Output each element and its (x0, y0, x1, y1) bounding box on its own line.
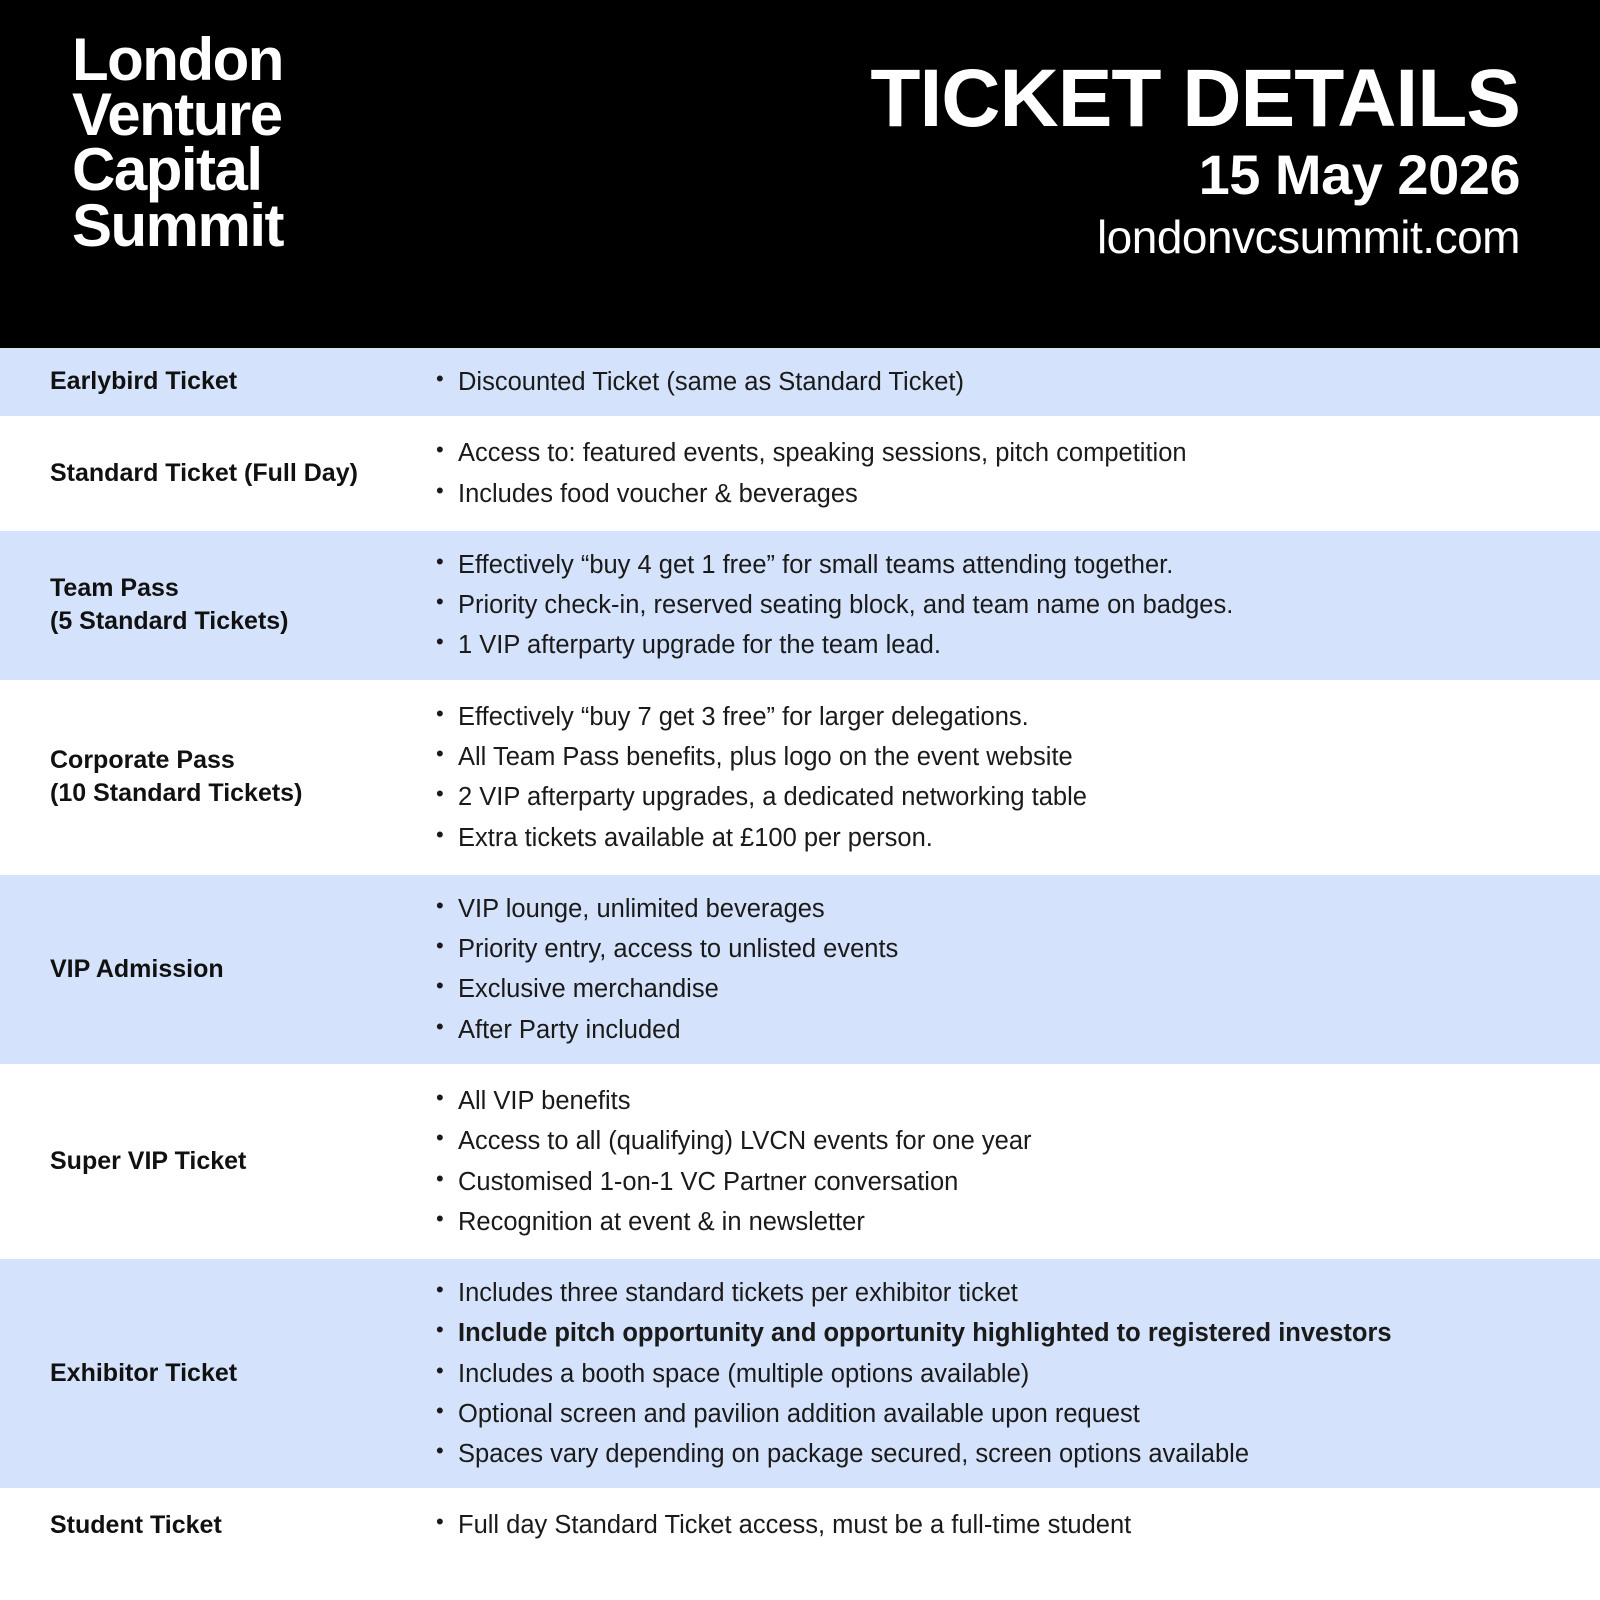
list-item (430, 969, 1570, 1009)
bullet-icon: • (436, 589, 444, 615)
list-item-text: Effectively “buy 4 get 1 free” for small teams attending together. (458, 550, 1174, 579)
list-item (430, 737, 1570, 777)
list-item-text: Include pitch opportunity and opportunity highlighted to registered investors (458, 1319, 1392, 1348)
ticket-type-label-line: Exhibitor Ticket (50, 1358, 238, 1387)
list-item-text: All VIP benefits (458, 1086, 631, 1115)
ticket-benefit-list (430, 875, 1600, 1064)
ticket-type-label (0, 351, 430, 413)
list-item-text: Recognition at event & in newsletter (458, 1207, 865, 1236)
list-item-text: Priority check-in, reserved seating block, and team name on badges. (458, 591, 1234, 620)
logo-line-4: Summit (72, 191, 284, 259)
list-item (430, 1162, 1570, 1202)
ticket-type-label-line: Team Pass (50, 573, 179, 602)
ticket-type-label-line: Standard Ticket (Full Day) (50, 458, 358, 487)
list-item (430, 1273, 1570, 1313)
bullet-icon: • (436, 1084, 444, 1110)
table-row (0, 683, 1600, 875)
table-row (0, 419, 1600, 531)
bullet-icon: • (436, 1013, 444, 1039)
bullet-icon: • (436, 821, 444, 847)
bullet-icon: • (436, 366, 444, 391)
ticket-type-label-line: Earlybird Ticket (50, 367, 238, 396)
logo-line-1: London (72, 26, 283, 93)
table-row (0, 1491, 1600, 1562)
ticket-type-label (0, 558, 430, 654)
list-item-text: Optional screen and pavilion addition available upon request (458, 1399, 1140, 1428)
logo-line-3: Capital (72, 136, 262, 204)
bullet-icon: • (436, 933, 444, 959)
list-item (430, 1081, 1570, 1121)
list-item-text: Access to: featured events, speaking sessions, pitch competition (458, 439, 1187, 468)
ticket-benefit-list (430, 348, 1600, 416)
list-item-text: 2 VIP afterparty upgrades, a dedicated networking table (458, 783, 1087, 812)
ticket-benefit-list (430, 1491, 1600, 1559)
bullet-icon: • (436, 629, 444, 655)
bullet-icon: • (436, 740, 444, 766)
list-item-text: All Team Pass benefits, plus logo on the event website (458, 742, 1073, 771)
bullet-icon: • (436, 781, 444, 807)
ticket-type-label (0, 1495, 430, 1557)
list-item-text: 1 VIP afterparty upgrade for the team lead. (458, 631, 941, 660)
list-item-text: Discounted Ticket (same as Standard Ticket) (458, 368, 964, 396)
ticket-type-label-line: Student Ticket (50, 1510, 222, 1539)
list-item (430, 889, 1570, 929)
list-item (430, 362, 1570, 402)
list-item (430, 433, 1570, 473)
ticket-type-label (0, 730, 430, 826)
list-item-text: Includes a booth space (multiple options available) (458, 1359, 1030, 1388)
list-item (430, 585, 1570, 625)
list-item (430, 1121, 1570, 1161)
list-item-text: Includes three standard tickets per exhibitor ticket (458, 1279, 1018, 1308)
bullet-icon: • (436, 700, 444, 726)
ticket-benefit-list (430, 1067, 1600, 1256)
event-website: londonvcsummit.com (1096, 211, 1520, 263)
bullet-icon: • (436, 892, 444, 918)
list-item (430, 625, 1570, 665)
bullet-icon: • (436, 437, 444, 463)
bullet-icon: • (436, 1205, 444, 1231)
bullet-icon: • (436, 1165, 444, 1191)
list-item (430, 777, 1570, 817)
bullet-icon: • (436, 1357, 444, 1383)
table-row (0, 531, 1600, 683)
table-row (0, 348, 1600, 419)
page-title: TICKET DETAILS (870, 53, 1520, 144)
bullet-icon: • (436, 1397, 444, 1423)
list-item (430, 474, 1570, 514)
ticket-type-label-line: Super VIP Ticket (50, 1146, 247, 1175)
header-info (870, 0, 1600, 265)
list-item (430, 1434, 1570, 1474)
list-item (430, 697, 1570, 737)
list-item-text: VIP lounge, unlimited beverages (458, 894, 825, 923)
list-item-text: Effectively “buy 7 get 3 free” for larger delegations. (458, 702, 1029, 731)
bullet-icon: • (436, 548, 444, 574)
page-header (0, 0, 1600, 348)
list-item (430, 1313, 1570, 1353)
list-item (430, 1354, 1570, 1394)
list-item (430, 1505, 1570, 1545)
bullet-icon: • (436, 1438, 444, 1464)
list-item (430, 1202, 1570, 1242)
table-row (0, 875, 1600, 1067)
list-item-text: Includes food voucher & beverages (458, 479, 858, 508)
list-item-text: Priority entry, access to unlisted events (458, 935, 899, 964)
ticket-type-label-line: Corporate Pass (50, 745, 235, 774)
logo-line-2: Venture (72, 81, 282, 149)
list-item-text: Customised 1-on-1 VC Partner conversation (458, 1167, 959, 1196)
bullet-icon: • (436, 1509, 444, 1535)
event-date: 15 May 2026 (1198, 143, 1520, 206)
list-item-text: Spaces vary depending on package secured, screen options available (458, 1440, 1250, 1469)
ticket-benefit-list (430, 683, 1600, 872)
list-item-text: Exclusive merchandise (458, 975, 719, 1004)
ticket-type-label-line: (10 Standard Tickets) (50, 779, 303, 808)
list-item (430, 818, 1570, 858)
bullet-icon: • (436, 477, 444, 503)
list-item (430, 1010, 1570, 1050)
ticket-type-label (0, 1343, 430, 1405)
list-item-text: Full day Standard Ticket access, must be a full-time student (458, 1511, 1132, 1540)
list-item (430, 545, 1570, 585)
ticket-table (0, 348, 1600, 1563)
ticket-type-label (0, 939, 430, 1001)
bullet-icon: • (436, 973, 444, 999)
table-row (0, 1067, 1600, 1259)
bullet-icon: • (436, 1125, 444, 1151)
table-row (0, 1259, 1600, 1491)
bullet-icon: • (436, 1317, 444, 1343)
ticket-benefit-list (430, 531, 1600, 680)
list-item-text: Extra tickets available at £100 per person. (458, 823, 933, 852)
ticket-type-label (0, 1131, 430, 1193)
ticket-benefit-list (430, 1259, 1600, 1488)
event-logo (0, 0, 284, 259)
bullet-icon: • (436, 1277, 444, 1303)
ticket-type-label-line: VIP Admission (50, 954, 224, 983)
ticket-type-label (0, 443, 430, 505)
list-item-text: After Party included (458, 1015, 681, 1044)
list-item (430, 1394, 1570, 1434)
list-item-text: Access to all (qualifying) LVCN events for one year (458, 1127, 1032, 1156)
ticket-benefit-list (430, 419, 1600, 528)
list-item (430, 929, 1570, 969)
ticket-type-label-line: (5 Standard Tickets) (50, 607, 289, 636)
